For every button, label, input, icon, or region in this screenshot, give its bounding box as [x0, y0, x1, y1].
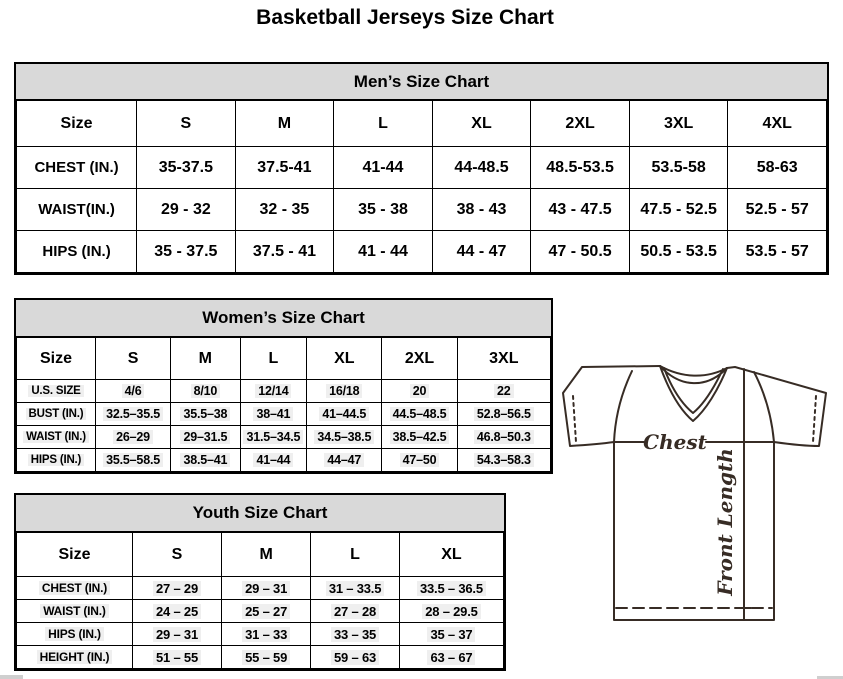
size-value-cell: 16/18 [307, 380, 382, 403]
table-row [17, 449, 551, 472]
size-value-cell: 32 - 35 [235, 189, 334, 231]
column-header: M [171, 338, 240, 380]
size-value-cell: 44 - 47 [432, 231, 531, 273]
size-value-cell: 28 – 29.5 [399, 600, 503, 623]
row-label: WAIST(IN.) [17, 189, 137, 231]
size-value-cell: 29 – 31 [222, 577, 311, 600]
column-header: Size [17, 338, 96, 380]
size-value-cell: 63 – 67 [399, 646, 503, 669]
column-header: L [240, 338, 307, 380]
column-header: L [311, 533, 400, 577]
size-value-cell: 43 - 47.5 [531, 189, 630, 231]
size-value-cell: 54.3–58.3 [457, 449, 550, 472]
size-value-cell: 44–47 [307, 449, 382, 472]
size-value-cell: 47–50 [382, 449, 457, 472]
row-label: CHEST (IN.) [17, 147, 137, 189]
mens-chart-header: Men’s Size Chart [16, 64, 827, 100]
size-value-cell: 35 – 37 [399, 623, 503, 646]
size-value-cell: 35.5–58.5 [95, 449, 170, 472]
table-row [17, 403, 551, 426]
column-header: 2XL [382, 338, 457, 380]
size-value-cell: 38.5–42.5 [382, 426, 457, 449]
size-value-cell: 41-44 [334, 147, 433, 189]
size-value-cell: 38.5–41 [171, 449, 240, 472]
mens-size-table [16, 100, 827, 273]
size-value-cell: 35 - 37.5 [137, 231, 236, 273]
jersey-measurement-diagram [556, 358, 836, 630]
size-value-cell: 35 - 38 [334, 189, 433, 231]
row-label: HIPS (IN.) [17, 449, 96, 472]
page-title: Basketball Jerseys Size Chart [256, 6, 554, 29]
table-row [17, 231, 827, 273]
header-row [17, 338, 551, 380]
front-length-label: Front Length [713, 448, 737, 596]
size-value-cell: 27 – 28 [311, 600, 400, 623]
table-row [17, 646, 504, 669]
size-value-cell: 41–44.5 [307, 403, 382, 426]
row-label: HEIGHT (IN.) [17, 646, 133, 669]
size-value-cell: 55 – 59 [222, 646, 311, 669]
row-label: HIPS (IN.) [17, 231, 137, 273]
column-header: XL [432, 101, 531, 147]
column-header: XL [307, 338, 382, 380]
size-value-cell: 44.5–48.5 [382, 403, 457, 426]
size-value-cell: 47.5 - 52.5 [629, 189, 728, 231]
size-value-cell: 50.5 - 53.5 [629, 231, 728, 273]
column-header: M [222, 533, 311, 577]
size-value-cell: 29 – 31 [132, 623, 221, 646]
size-value-cell: 31 – 33.5 [311, 577, 400, 600]
table-row [17, 577, 504, 600]
scrollbar-fragment-left [0, 675, 23, 679]
left-armhole-seam [614, 371, 632, 442]
column-header: S [95, 338, 170, 380]
table-row [17, 623, 504, 646]
size-value-cell: 31.5–34.5 [240, 426, 307, 449]
size-value-cell: 20 [382, 380, 457, 403]
size-value-cell: 27 – 29 [132, 577, 221, 600]
jersey-outline [563, 366, 826, 620]
size-value-cell: 26–29 [95, 426, 170, 449]
column-header: 4XL [728, 101, 827, 147]
header-row [17, 101, 827, 147]
column-header: 3XL [629, 101, 728, 147]
right-cuff-stitch [813, 396, 816, 442]
size-value-cell: 29–31.5 [171, 426, 240, 449]
womens-chart-header: Women’s Size Chart [16, 300, 551, 337]
row-label: CHEST (IN.) [17, 577, 133, 600]
size-value-cell: 37.5 - 41 [235, 231, 334, 273]
size-value-cell: 44-48.5 [432, 147, 531, 189]
left-cuff-stitch [573, 396, 576, 442]
row-label: BUST (IN.) [17, 403, 96, 426]
youth-size-table [16, 532, 504, 669]
size-value-cell: 37.5-41 [235, 147, 334, 189]
size-value-cell: 22 [457, 380, 550, 403]
size-value-cell: 35.5–38 [171, 403, 240, 426]
size-value-cell: 12/14 [240, 380, 307, 403]
size-value-cell: 29 - 32 [137, 189, 236, 231]
header-row [17, 533, 504, 577]
size-value-cell: 52.5 - 57 [728, 189, 827, 231]
size-value-cell: 48.5-53.5 [531, 147, 630, 189]
table-row [17, 600, 504, 623]
row-label: WAIST (IN.) [17, 426, 96, 449]
size-value-cell: 38 - 43 [432, 189, 531, 231]
right-armhole-seam [754, 372, 774, 442]
column-header: 2XL [531, 101, 630, 147]
size-value-cell: 8/10 [171, 380, 240, 403]
table-row [17, 189, 827, 231]
size-value-cell: 41 - 44 [334, 231, 433, 273]
column-header: Size [17, 101, 137, 147]
row-label: WAIST (IN.) [17, 600, 133, 623]
size-value-cell: 25 – 27 [222, 600, 311, 623]
size-value-cell: 52.8–56.5 [457, 403, 550, 426]
table-row [17, 426, 551, 449]
size-value-cell: 4/6 [95, 380, 170, 403]
womens-size-table [16, 337, 551, 472]
column-header: S [137, 101, 236, 147]
youth-size-chart-section [14, 493, 506, 671]
size-value-cell: 33.5 – 36.5 [399, 577, 503, 600]
size-value-cell: 53.5 - 57 [728, 231, 827, 273]
column-header: L [334, 101, 433, 147]
column-header: M [235, 101, 334, 147]
column-header: Size [17, 533, 133, 577]
size-value-cell: 47 - 50.5 [531, 231, 630, 273]
column-header: XL [399, 533, 503, 577]
size-value-cell: 33 – 35 [311, 623, 400, 646]
table-row [17, 147, 827, 189]
size-value-cell: 38–41 [240, 403, 307, 426]
womens-size-chart-section [14, 298, 553, 474]
size-value-cell: 59 – 63 [311, 646, 400, 669]
size-value-cell: 41–44 [240, 449, 307, 472]
size-value-cell: 34.5–38.5 [307, 426, 382, 449]
column-header: 3XL [457, 338, 550, 380]
size-value-cell: 46.8–50.3 [457, 426, 550, 449]
column-header: S [132, 533, 221, 577]
size-value-cell: 31 – 33 [222, 623, 311, 646]
row-label: U.S. SIZE [17, 380, 96, 403]
table-row [17, 380, 551, 403]
youth-chart-header: Youth Size Chart [16, 495, 504, 532]
mens-size-chart-section [14, 62, 829, 275]
size-value-cell: 58-63 [728, 147, 827, 189]
size-value-cell: 53.5-58 [629, 147, 728, 189]
row-label: HIPS (IN.) [17, 623, 133, 646]
size-value-cell: 35-37.5 [137, 147, 236, 189]
chest-label: Chest [643, 430, 707, 454]
size-value-cell: 32.5–35.5 [95, 403, 170, 426]
size-value-cell: 51 – 55 [132, 646, 221, 669]
size-value-cell: 24 – 25 [132, 600, 221, 623]
